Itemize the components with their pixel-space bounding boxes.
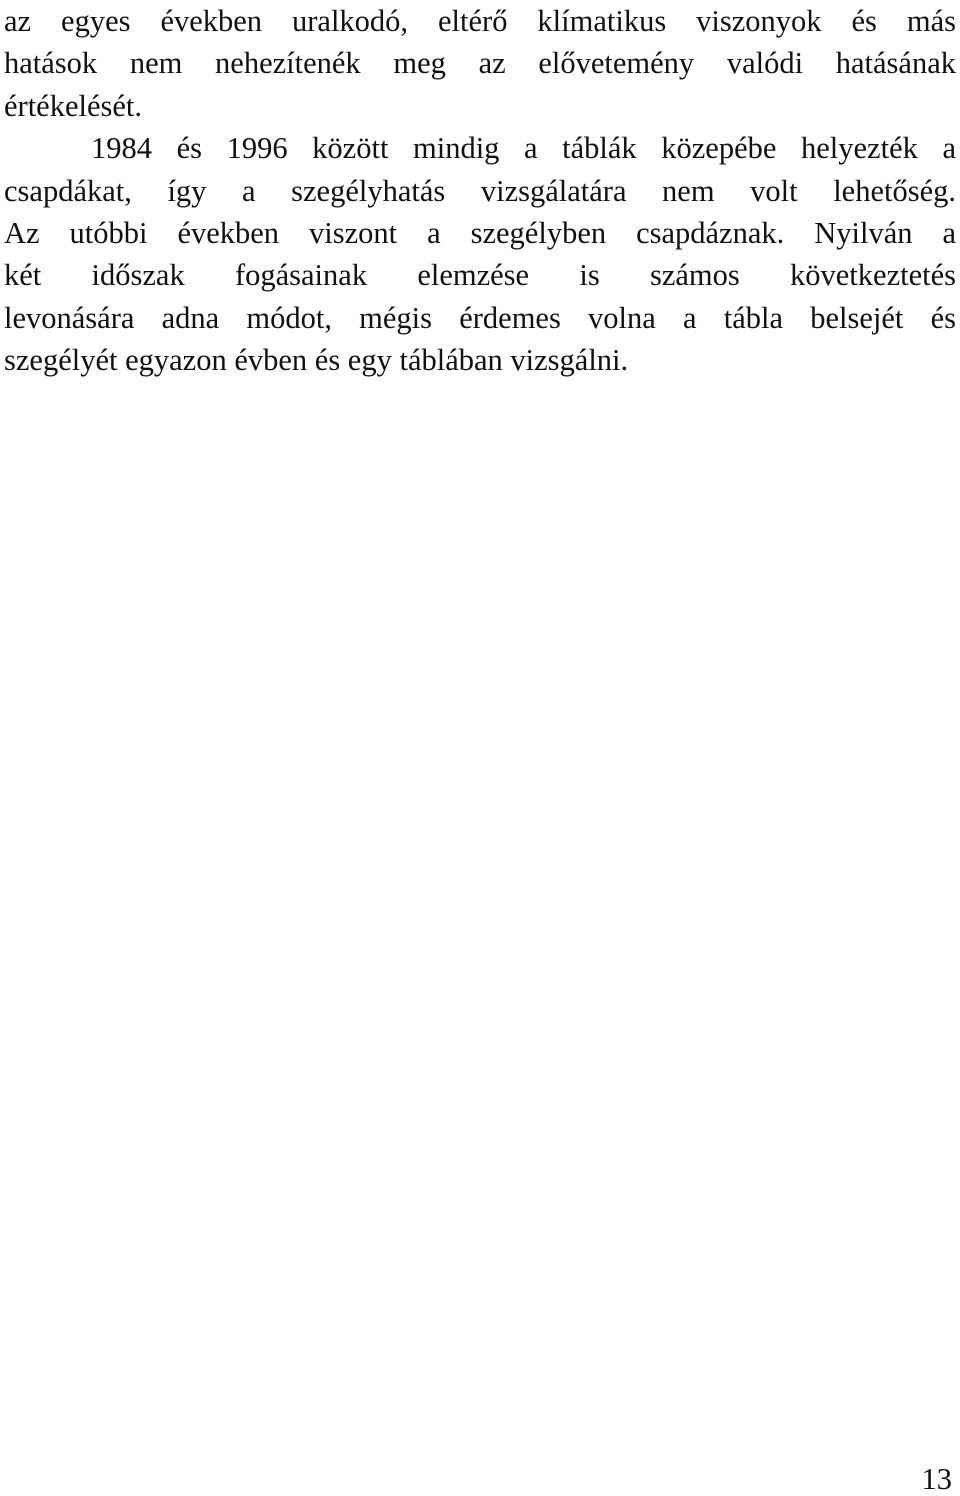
page-number: 13 <box>921 1462 952 1496</box>
text-line: levonására adna módot, mégis érdemes volna a tábla belsejét és <box>4 300 956 335</box>
text-line: Az utóbbi években viszont a szegélyben csapdáznak. Nyilván a <box>4 215 956 250</box>
text-line: csapdákat, így a szegélyhatás vizsgálatára nem volt lehetőség. <box>4 173 956 208</box>
text-line: 1984 és 1996 között mindig a táblák közepébe helyezték a <box>91 131 956 166</box>
text-line: két időszak fogásainak elemzése is számos következtetés <box>4 258 956 293</box>
text-line: az egyes években uralkodó, eltérő klímatikus viszonyok és más <box>4 4 956 38</box>
document-body <box>4 0 956 382</box>
text-line: szegélyét egyazon évben és egy táblában vizsgálni. <box>4 343 629 378</box>
text-line: értékelését. <box>4 88 143 123</box>
text-line: hatások nem nehezítenék meg az elővetemény valódi hatásának <box>4 46 956 81</box>
